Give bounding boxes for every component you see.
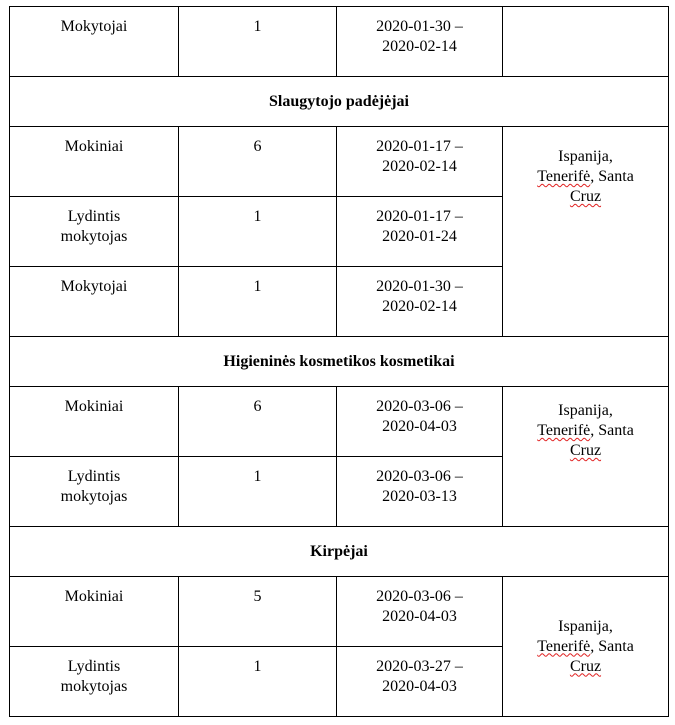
spellcheck-word: Tenerifė: [537, 637, 591, 655]
count-cell: 1: [179, 197, 337, 267]
place-cell: Ispanija, Tenerifė, Santa Cruz: [503, 387, 669, 527]
spellcheck-word: Tenerifė: [537, 168, 591, 185]
spellcheck-word: Tenerifė: [537, 422, 591, 439]
date-cell: 2020-01-30 – 2020-02-14: [337, 267, 503, 337]
count-cell: 5: [179, 577, 337, 647]
section-header-row: [10, 337, 669, 387]
count-cell: 6: [179, 127, 337, 197]
spellcheck-word: Cruz: [569, 442, 602, 459]
table-row: [10, 7, 669, 77]
section-title: Higieninės kosmetikos kosmetikai: [10, 337, 669, 387]
table-row: [10, 387, 669, 457]
count-cell: 1: [179, 7, 337, 77]
role-cell: Lydintis mokytojas: [10, 457, 179, 527]
place-cell: Ispanija, Tenerifė, Santa Cruz: [503, 127, 669, 337]
count-cell: 1: [179, 457, 337, 527]
mobility-table: [9, 6, 669, 717]
place-cell: Ispanija, Tenerifė, Santa Cruz: [503, 577, 669, 717]
section-header-row: [10, 77, 669, 127]
date-cell: 2020-01-17 – 2020-02-14: [337, 127, 503, 197]
role-cell: Mokytojai: [10, 7, 179, 77]
spellcheck-word: Cruz: [569, 188, 602, 205]
count-cell: 1: [179, 647, 337, 717]
date-cell: 2020-03-06 – 2020-04-03: [337, 577, 503, 647]
section-title: Kirpėjai: [10, 527, 669, 577]
date-cell: 2020-03-27 – 2020-04-03: [337, 647, 503, 717]
place-cell: [503, 7, 669, 77]
section-title: Slaugytojo padėjėjai: [10, 77, 669, 127]
date-cell: 2020-01-30 – 2020-02-14: [337, 7, 503, 77]
table-row: [10, 127, 669, 197]
section-header-row: [10, 527, 669, 577]
count-cell: 1: [179, 267, 337, 337]
role-cell: Lydintis mokytojas: [10, 647, 179, 717]
role-cell: Lydintis mokytojas: [10, 197, 179, 267]
spellcheck-word: Cruz: [569, 657, 602, 675]
date-cell: 2020-03-06 – 2020-03-13: [337, 457, 503, 527]
date-cell: 2020-03-06 – 2020-04-03: [337, 387, 503, 457]
role-cell: Mokiniai: [10, 577, 179, 647]
role-cell: Mokiniai: [10, 387, 179, 457]
date-cell: 2020-01-17 – 2020-01-24: [337, 197, 503, 267]
count-cell: 6: [179, 387, 337, 457]
role-cell: Mokiniai: [10, 127, 179, 197]
role-cell: Mokytojai: [10, 267, 179, 337]
table-row: [10, 577, 669, 647]
